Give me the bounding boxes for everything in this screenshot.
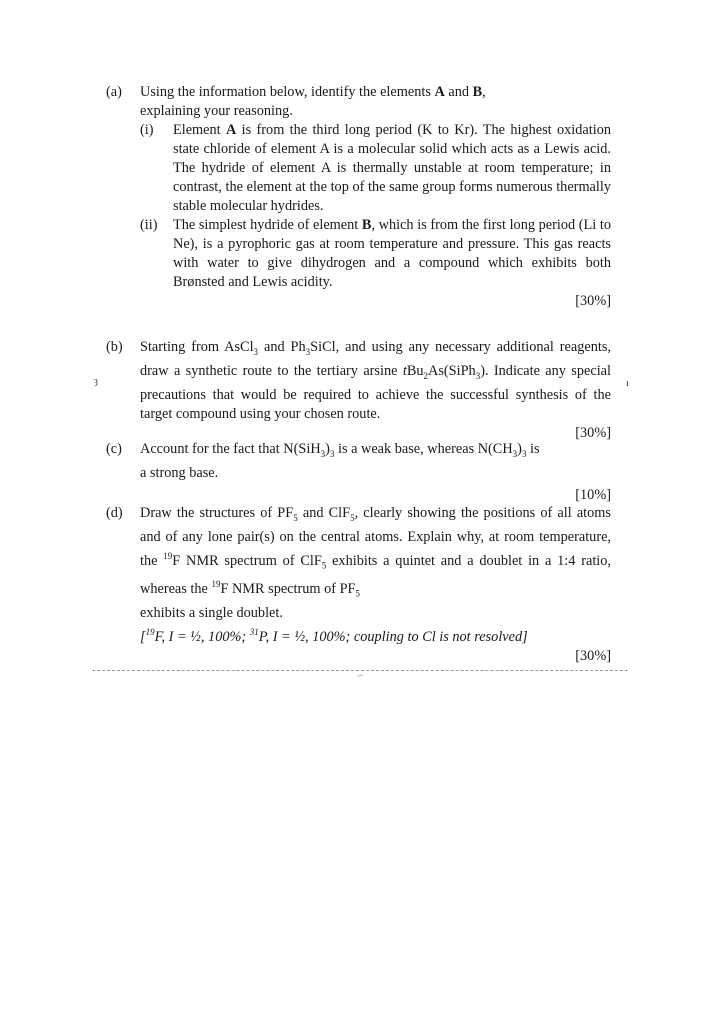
marks-a: [30%] (575, 293, 611, 309)
question-label: (c) (106, 441, 122, 457)
question-label: (a) (106, 84, 122, 100)
question-b (106, 338, 611, 443)
subpart-label: (i) (140, 122, 154, 138)
question-d-text: Draw the structures of $PF_5$ and ClF$_5$, clearly showing the positions of all atoms and of any lone pair(s) on the central atoms. Explain why, at room temperature, the $^{19}$F NMR spectrum of ClF$_5$ exhibits a quintet and a doublet in a 1:4 ratio, whereas the $^{19}$F NMR spectrum of $PF_5$ exhibits a single doublet. (140, 505, 611, 622)
subpart-ii (140, 216, 611, 292)
marks-b: [30%] (575, 424, 611, 441)
subpart-i-text: Element A is from the third long period (K to Kr). The highest oxidation state chloride of element A is a molecular solid which acts as a Lewis acid. The hydride of element A is thermally unstable at room temperature; in contrast, the element at the top of the same group forms numerous thermally stable molecular hydrides. (173, 122, 611, 214)
subpart-label: (ii) (140, 217, 158, 233)
subpart-ii-text: The simplest hydride of element B, which is from the first long period (Li to Ne), is a pyrophoric gas at room temperature and pressure. This gas reacts with water to give dihydrogen and a compound which exhibits both Brønsted and Lewis acidity. (173, 217, 612, 290)
question-c (106, 440, 611, 505)
subpart-i (140, 121, 611, 216)
question-label: (b) (106, 339, 123, 355)
left-margin-mark: ȝ (94, 376, 98, 387)
question-a (106, 83, 611, 311)
question-d (106, 504, 611, 666)
marks-d: [30%] (575, 647, 611, 664)
marks-c: [10%] (575, 486, 611, 503)
nmr-data-note: [$^{19}$F, I = ½, 100%; $^{31}$P, I = ½, 100%; coupling to Cl is not resolved] (140, 627, 528, 645)
divider-tick-center: ⌐ (358, 670, 364, 680)
question-b-text: Starting from AsCl$_3$ and $Ph_3SiCl$, and using any necessary additional reagents, draw a synthetic route to the tertiary arsine tBu$_2$As(SiPh$_3$). Indicate any special precautions that would be required to achieve the successful synthesis of the target compound using your chosen route. (140, 339, 611, 422)
question-c-text: Account for the fact that $N(SiH_3)_3$ is a weak base, whereas $N(CH_3)_3$ is a strong base. (140, 441, 540, 481)
question-a-intro: Using the information below, identify the elements A and B, explaining your reasoning. (140, 84, 486, 119)
question-label: (d) (106, 505, 123, 521)
right-margin-mark: ı (626, 378, 629, 389)
